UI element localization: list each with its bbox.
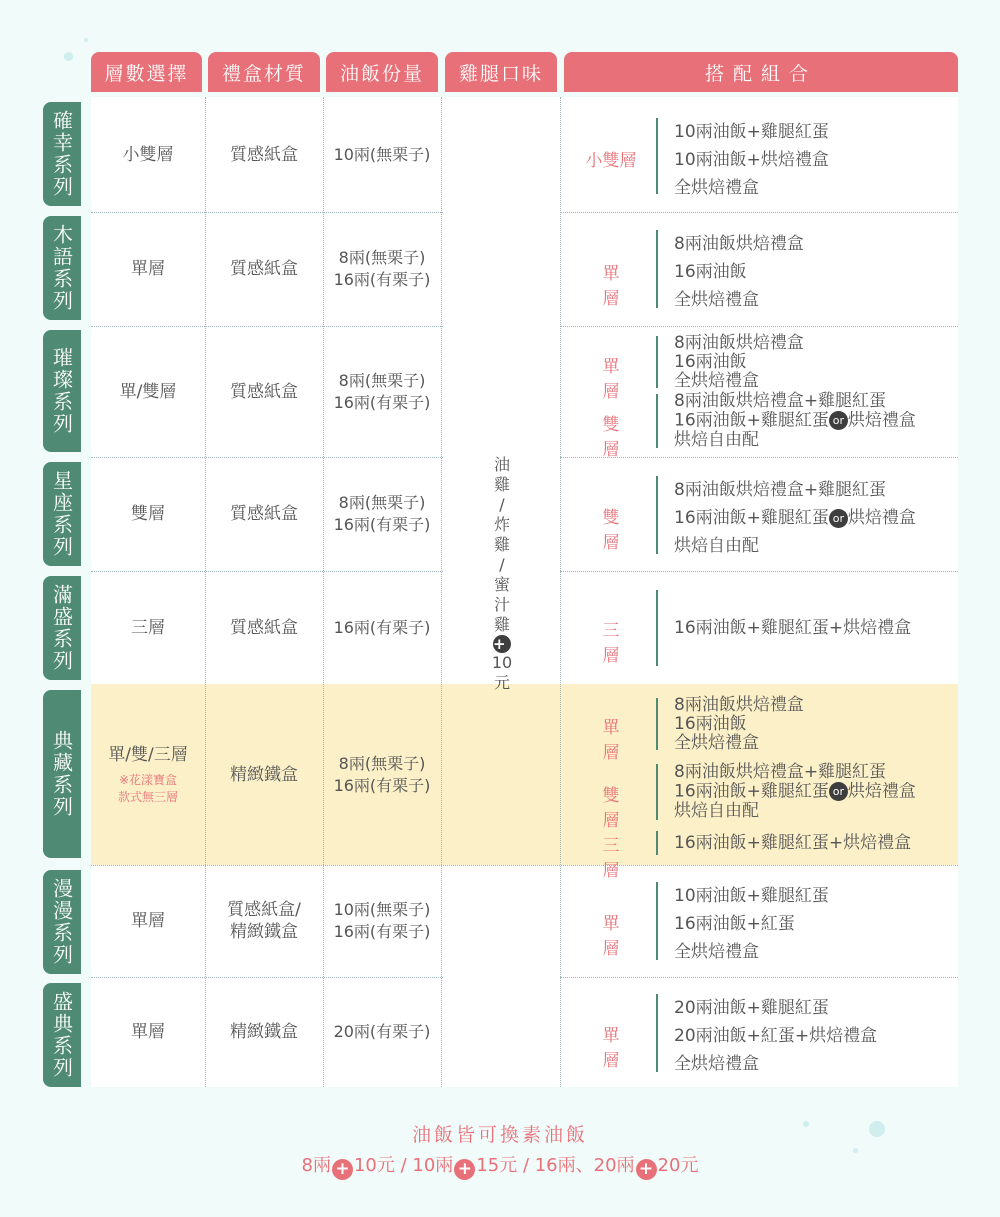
layers-text: 三層 bbox=[131, 617, 165, 638]
combo-item: 16兩油飯+雞腿紅蛋+烘焙禮盒 bbox=[674, 833, 912, 853]
flavor-char: 炸 bbox=[493, 515, 510, 534]
series-label: 盛典系列 bbox=[49, 991, 74, 1079]
combo-item: 8兩油飯烘焙禮盒+雞腿紅蛋 bbox=[674, 391, 887, 411]
combo-bar bbox=[656, 994, 658, 1072]
rice-text: 8兩(無栗子) bbox=[338, 248, 426, 267]
series-label: 確幸系列 bbox=[49, 110, 74, 198]
layers-text: 單層 bbox=[131, 911, 165, 931]
layers-text: 小雙層 bbox=[122, 144, 174, 165]
flavor-price-unit: 元 bbox=[493, 673, 510, 692]
combo-bar bbox=[656, 882, 658, 960]
cell-layers bbox=[91, 684, 205, 865]
combo-item-part: 16兩油飯+雞腿紅蛋 bbox=[674, 508, 829, 528]
price-amount: 20元 bbox=[657, 1155, 699, 1176]
cell-layers bbox=[91, 97, 205, 212]
layers-text: 單層 bbox=[131, 1022, 165, 1042]
combo-items bbox=[674, 118, 829, 202]
combo-item: 全烘焙禮盒 bbox=[674, 942, 759, 962]
rice-text: 16兩(有栗子) bbox=[333, 392, 431, 412]
series-label: 木語系列 bbox=[49, 224, 74, 312]
series-label: 典藏系列 bbox=[49, 730, 74, 818]
combo-items bbox=[674, 763, 916, 821]
combo-item: 烘焙自由配 bbox=[674, 536, 759, 556]
combo-bar bbox=[656, 336, 658, 388]
price-amount: 15元 bbox=[476, 1155, 518, 1176]
flavor-char: 蜜 bbox=[493, 575, 510, 594]
combo-items bbox=[674, 831, 911, 855]
combo-item: 全烘焙禮盒 bbox=[674, 733, 759, 753]
plus-icon: + bbox=[332, 1159, 353, 1180]
series-tab bbox=[43, 102, 81, 206]
rice-text: 10兩(無栗子) bbox=[333, 144, 431, 164]
combo-item-part: 16兩油飯+雞腿紅蛋 bbox=[674, 410, 829, 431]
combo-items bbox=[674, 334, 804, 391]
combo-item: 16兩油飯 bbox=[674, 714, 747, 734]
combo-item: 16兩油飯 bbox=[674, 262, 747, 282]
box-text: 質感紙盒 bbox=[230, 381, 298, 402]
combo-item: 10兩油飯+雞腿紅蛋 bbox=[674, 886, 829, 906]
combo-items bbox=[674, 696, 804, 753]
decor-dot bbox=[84, 38, 88, 42]
combo-item: 全烘焙禮盒 bbox=[674, 371, 759, 391]
layers-note bbox=[118, 772, 178, 806]
cell-box bbox=[205, 212, 323, 326]
combo-items bbox=[674, 230, 804, 314]
series-label: 滿盛系列 bbox=[49, 584, 74, 672]
box-text: 質感紙盒 bbox=[230, 144, 298, 165]
combo-items bbox=[674, 392, 916, 450]
layers-text: 雙層 bbox=[131, 504, 165, 524]
combo-item bbox=[674, 782, 916, 802]
combo-bar bbox=[656, 230, 658, 308]
series-tab bbox=[43, 330, 81, 452]
rice-text: 16兩(有栗子) bbox=[333, 922, 431, 941]
series-tab bbox=[43, 983, 81, 1087]
price-weight: 8兩 bbox=[301, 1155, 331, 1176]
row-divider bbox=[560, 212, 958, 213]
combo-item-part: 16兩油飯+雞腿紅蛋 bbox=[674, 781, 829, 802]
header-combo: 搭配組合 bbox=[564, 52, 958, 92]
combo-bar bbox=[656, 476, 658, 554]
rice-text: 8兩(無栗子) bbox=[338, 370, 426, 390]
cell-rice bbox=[323, 457, 441, 571]
combo-layer-label: 三層 bbox=[602, 836, 636, 881]
row-divider bbox=[560, 571, 958, 572]
combo-item bbox=[674, 504, 916, 532]
note-line: 款式無三層 bbox=[117, 789, 178, 804]
cell-box bbox=[205, 865, 323, 977]
cell-box bbox=[205, 571, 323, 684]
cell-layers bbox=[91, 571, 205, 684]
series-tab bbox=[43, 462, 81, 566]
combo-item bbox=[674, 411, 916, 431]
combo-item: 全烘焙禮盒 bbox=[674, 178, 759, 198]
price-weight: 16兩、20兩 bbox=[534, 1155, 635, 1176]
rice-text: 16兩(有栗子) bbox=[333, 617, 431, 637]
row-divider bbox=[560, 977, 958, 978]
combo-items bbox=[674, 994, 877, 1078]
layers-text: 單層 bbox=[131, 259, 165, 279]
cell-layers bbox=[91, 457, 205, 571]
footer-title: 油飯皆可換素油飯 bbox=[411, 1124, 588, 1146]
note-line: ※花漾寶盒 bbox=[118, 772, 178, 787]
combo-layer-label: 單層 bbox=[602, 264, 636, 309]
cell-rice bbox=[323, 684, 441, 865]
footer-prices bbox=[0, 1151, 1000, 1180]
combo-layer-label: 雙層 bbox=[602, 786, 636, 831]
combo-item: 烘焙自由配 bbox=[674, 429, 759, 450]
price-separator: / bbox=[517, 1155, 535, 1176]
combo-item: 8兩油飯烘焙禮盒+雞腿紅蛋 bbox=[674, 762, 887, 782]
flavor-char: 雞 bbox=[493, 615, 510, 634]
combo-item: 8兩油飯烘焙禮盒 bbox=[674, 695, 804, 715]
rice-text: 10兩(無栗子) bbox=[333, 900, 431, 919]
series-tab bbox=[43, 690, 81, 858]
combo-layer-label: 單層 bbox=[602, 914, 636, 959]
box-text: 質感紙盒/ bbox=[227, 900, 301, 920]
rice-text: 16兩(有栗子) bbox=[333, 775, 431, 795]
box-text: 質感紙盒 bbox=[230, 617, 298, 638]
combo-layer-label: 單層 bbox=[602, 357, 636, 402]
column-divider bbox=[441, 97, 442, 1087]
combo-item: 8兩油飯烘焙禮盒 bbox=[674, 333, 804, 353]
header-rice: 油飯份量 bbox=[326, 52, 438, 92]
row-divider bbox=[560, 326, 958, 327]
rice-text: 16兩(有栗子) bbox=[333, 515, 431, 534]
cell-rice bbox=[323, 571, 441, 684]
combo-item-part: 烘焙禮盒 bbox=[847, 508, 916, 528]
series-label: 星座系列 bbox=[49, 470, 74, 558]
combo-bar bbox=[656, 590, 658, 666]
series-label: 漫漫系列 bbox=[49, 878, 74, 966]
cell-layers bbox=[91, 326, 205, 457]
cell-box bbox=[205, 977, 323, 1087]
flavor-char: 雞 bbox=[493, 535, 510, 554]
combo-item-part: 烘焙禮盒 bbox=[847, 410, 916, 431]
rice-text: 20兩(有栗子) bbox=[333, 1022, 431, 1041]
combo-item: 20兩油飯+雞腿紅蛋 bbox=[674, 998, 829, 1018]
combo-item: 10兩油飯+雞腿紅蛋 bbox=[674, 122, 829, 142]
combo-item: 烘焙自由配 bbox=[674, 800, 759, 821]
plus-icon: + bbox=[493, 635, 511, 653]
layers-text: 單/雙層 bbox=[119, 381, 177, 402]
cell-box bbox=[205, 326, 323, 457]
box-text: 質感紙盒 bbox=[230, 504, 298, 524]
box-text: 精緻鐵盒 bbox=[230, 922, 298, 942]
price-amount: 10元 bbox=[353, 1155, 395, 1176]
layers-text: 單/雙/三層 bbox=[108, 744, 188, 765]
decor-dot bbox=[64, 52, 73, 61]
flavor-price: 10 bbox=[491, 653, 513, 672]
box-text: 精緻鐵盒 bbox=[230, 764, 298, 785]
plus-icon: + bbox=[636, 1159, 657, 1180]
cell-layers bbox=[91, 212, 205, 326]
cell-rice bbox=[323, 326, 441, 457]
combo-item: 全烘焙禮盒 bbox=[674, 290, 759, 310]
combo-items bbox=[674, 616, 911, 640]
price-weight: 10兩 bbox=[412, 1155, 454, 1176]
combo-bar bbox=[656, 118, 658, 194]
header-flavor: 雞腿口味 bbox=[445, 52, 557, 92]
flavor-char: 汁 bbox=[493, 595, 510, 614]
cell-layers bbox=[91, 865, 205, 977]
combo-bar bbox=[656, 764, 658, 820]
combo-layer-label: 小雙層 bbox=[585, 151, 637, 171]
flavor-char: / bbox=[499, 495, 505, 514]
combo-item: 16兩油飯+雞腿紅蛋+烘焙禮盒 bbox=[674, 618, 912, 638]
plus-icon: + bbox=[454, 1159, 475, 1180]
series-tab bbox=[43, 216, 81, 320]
series-tab bbox=[43, 576, 81, 680]
flavor-cell bbox=[443, 455, 561, 693]
combo-item: 20兩油飯+紅蛋+烘焙禮盒 bbox=[674, 1026, 878, 1046]
cell-box bbox=[205, 457, 323, 571]
combo-layer-label: 雙層 bbox=[602, 415, 636, 460]
flavor-char: / bbox=[499, 555, 505, 574]
combo-items bbox=[674, 882, 829, 966]
combo-item: 全烘焙禮盒 bbox=[674, 1054, 759, 1074]
combo-layer-label: 三層 bbox=[602, 621, 636, 666]
flavor-char: 雞 bbox=[493, 475, 510, 494]
cell-box bbox=[205, 684, 323, 865]
rice-text: 16兩(有栗子) bbox=[333, 270, 431, 289]
box-text: 精緻鐵盒 bbox=[230, 1022, 298, 1042]
cell-rice bbox=[323, 865, 441, 977]
combo-item: 16兩油飯+紅蛋 bbox=[674, 914, 795, 934]
cell-rice bbox=[323, 977, 441, 1087]
combo-bar bbox=[656, 831, 658, 855]
price-separator: / bbox=[394, 1155, 413, 1176]
header-layers: 層數選擇 bbox=[91, 52, 202, 92]
cell-box bbox=[205, 97, 323, 212]
combo-bar bbox=[656, 698, 658, 750]
cell-rice bbox=[323, 212, 441, 326]
or-icon: or bbox=[829, 782, 848, 801]
rice-text: 8兩(無栗子) bbox=[338, 493, 426, 512]
header-box: 禮盒材質 bbox=[208, 52, 320, 92]
series-tab bbox=[43, 870, 81, 974]
combo-item: 16兩油飯 bbox=[674, 352, 747, 372]
combo-layer-label: 雙層 bbox=[602, 508, 636, 553]
combo-item: 8兩油飯烘焙禮盒 bbox=[674, 234, 804, 254]
combo-layer-label: 單層 bbox=[602, 718, 636, 763]
or-icon: or bbox=[829, 411, 848, 430]
combo-layer-label: 單層 bbox=[602, 1026, 636, 1071]
cell-layers bbox=[91, 977, 205, 1087]
rice-text: 8兩(無栗子) bbox=[338, 753, 426, 773]
combo-bar bbox=[656, 394, 658, 448]
box-text: 質感紙盒 bbox=[230, 259, 298, 279]
flavor-char: 油 bbox=[493, 455, 510, 474]
combo-items bbox=[674, 476, 916, 560]
combo-item: 10兩油飯+烘焙禮盒 bbox=[674, 150, 829, 170]
series-label: 璀璨系列 bbox=[49, 347, 74, 435]
combo-item: 8兩油飯烘焙禮盒+雞腿紅蛋 bbox=[674, 480, 887, 500]
or-icon: or bbox=[829, 509, 848, 528]
combo-item-part: 烘焙禮盒 bbox=[847, 781, 916, 802]
cell-rice bbox=[323, 97, 441, 212]
